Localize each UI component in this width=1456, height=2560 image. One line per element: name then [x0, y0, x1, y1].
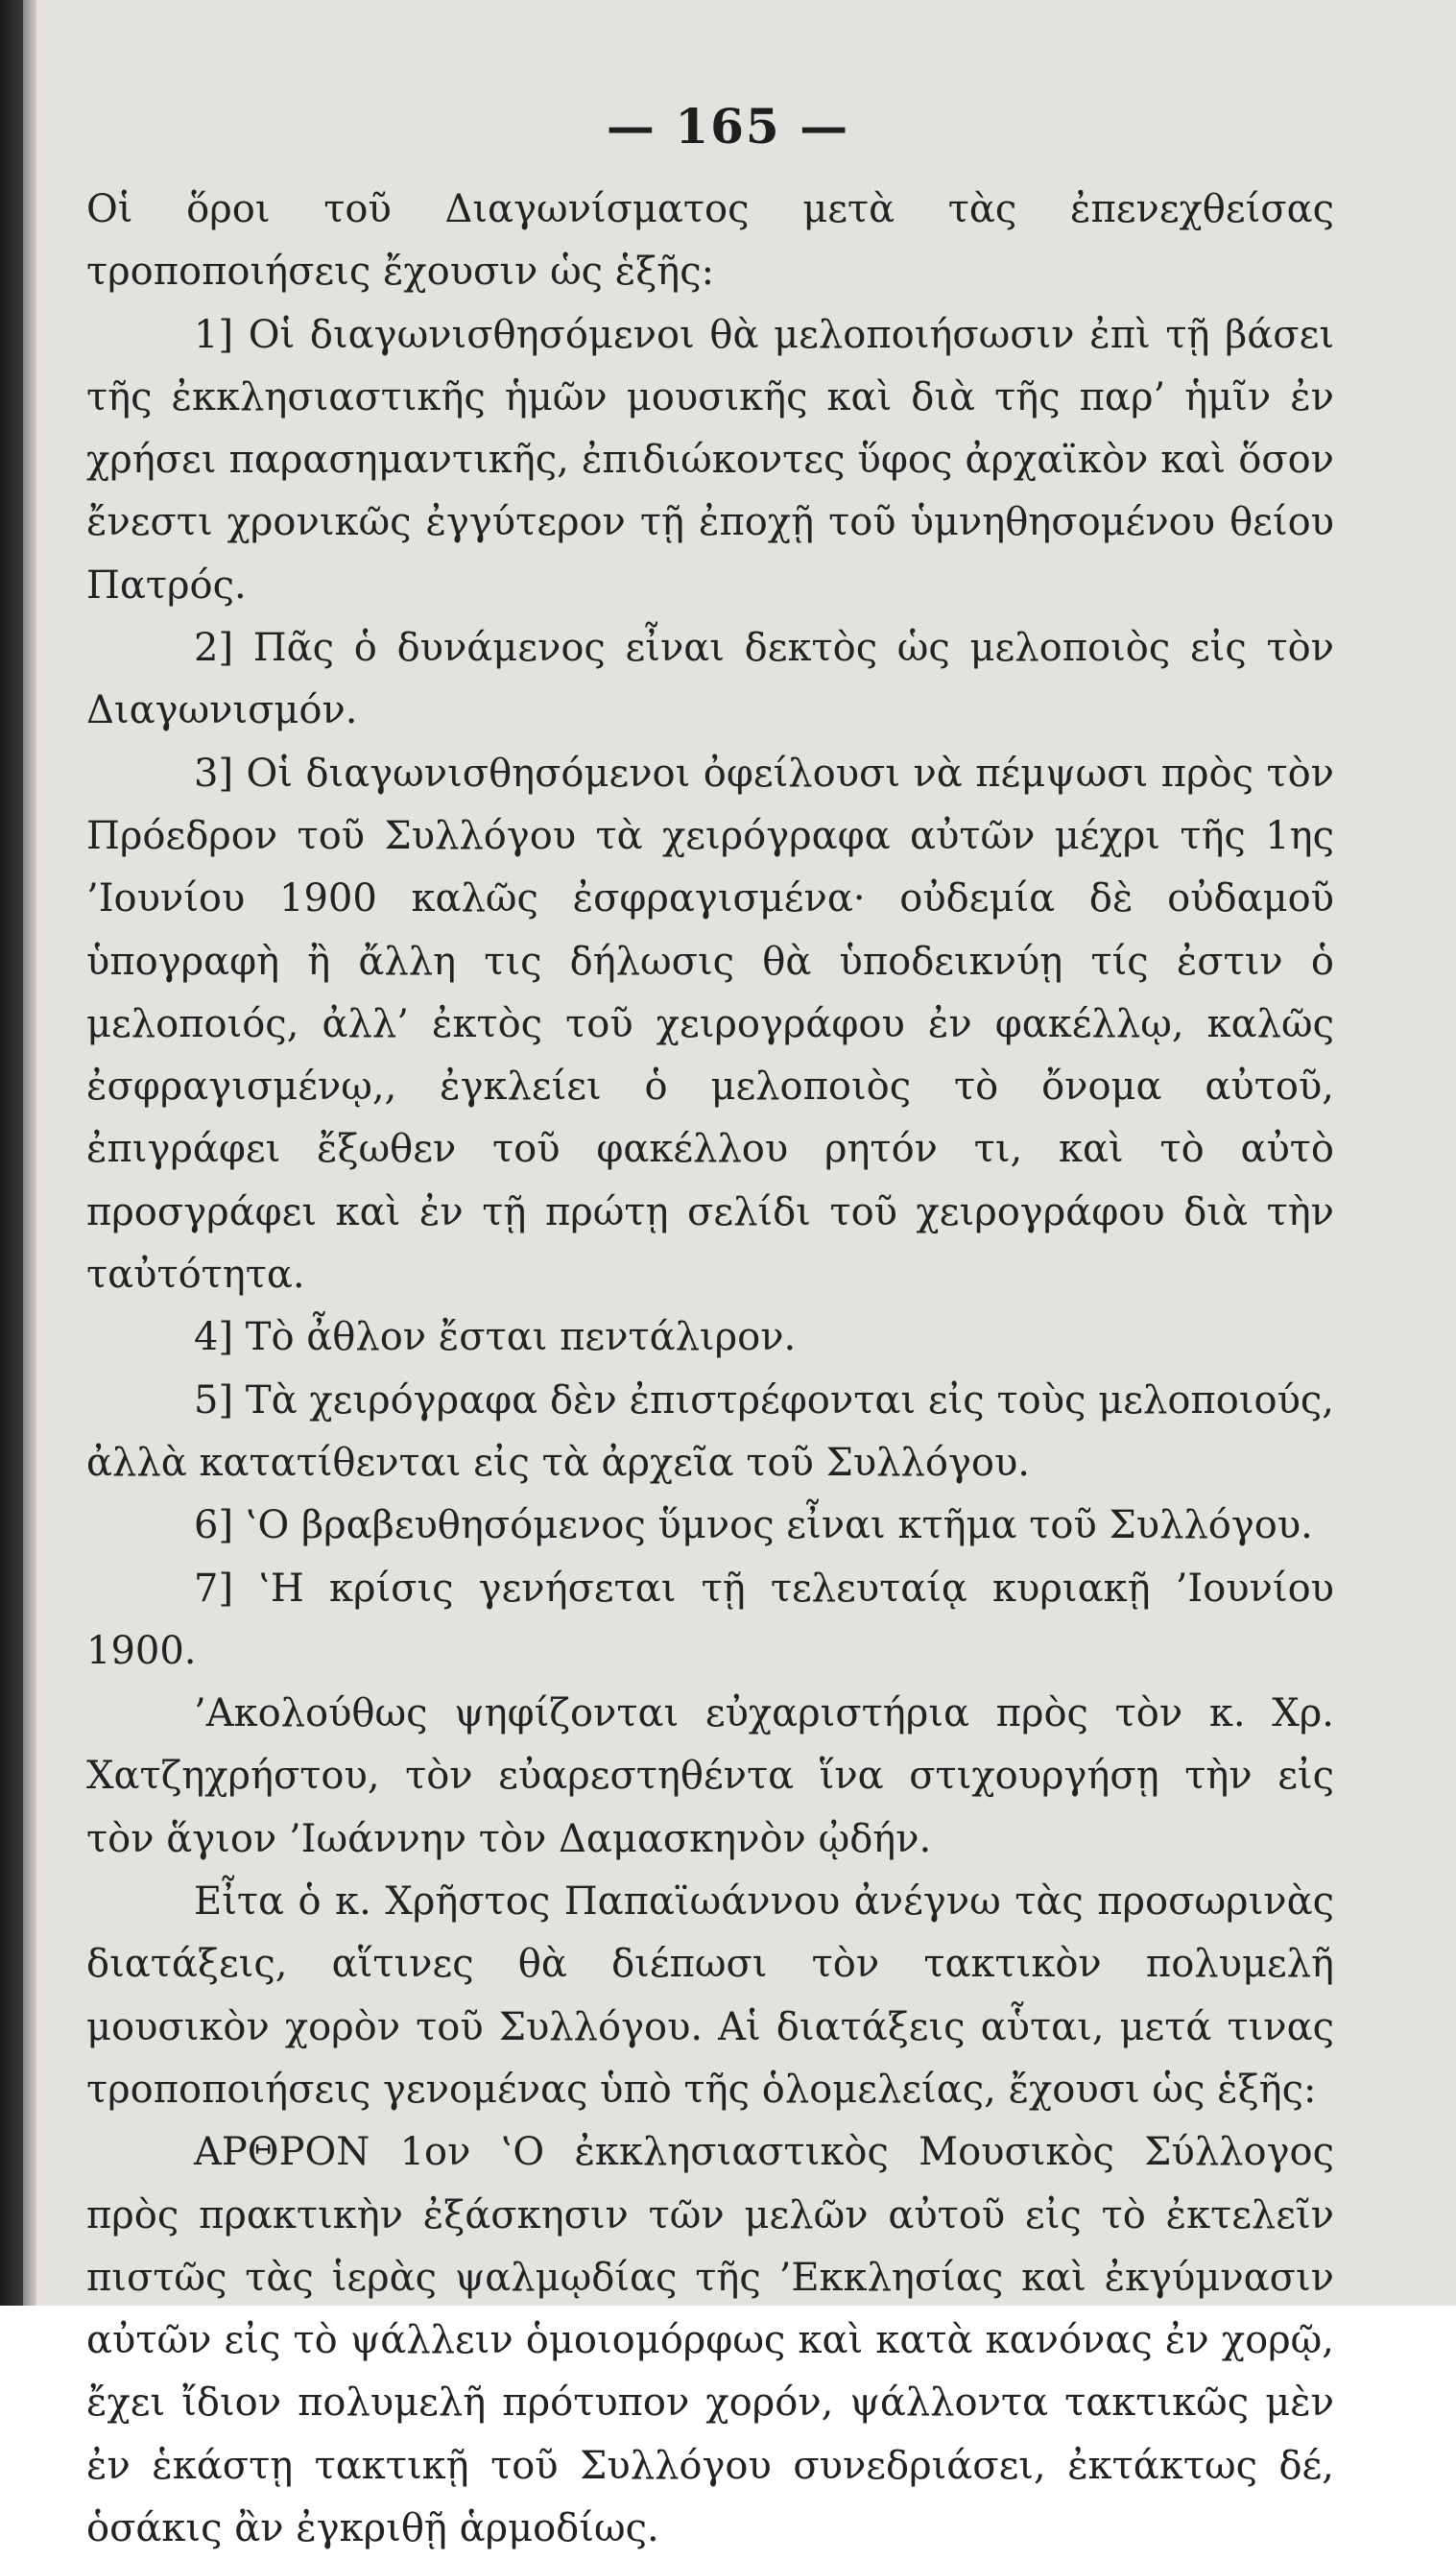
paragraph-thanks: ’Ακολούθως ψηφίζονται εὐχαριστήρια πρὸς τὸν κ. Χρ. Χατζηχρήστου, τὸν εὐαρεστηθέντα ἵνα στιχουργήσῃ τὴν εἰς τὸν ἅγιον ’Ιωάννην τὸν Δαμασκηνὸν ᾠδήν. — [86, 1691, 1334, 1861]
page-number: — 165 — — [606, 98, 850, 155]
paragraph-provisions: Εἶτα ὁ κ. Χρῆστος Παπαϊωάννου ἀνέγνω τὰς προσωρινὰς διατάξεις, αἵτινες θὰ διέπωσι τὸν τακτικὸν πολυμελῆ μουσικὸν χορὸν τοῦ Συλλόγου. Αἱ διατάξεις αὗται, μετά τινας τροποποιήσεις γενομένας ὑπὸ τῆς ὁλομελείας, ἔχουσι ὡς ἑξῆς: — [86, 1879, 1334, 2112]
paragraph-term-6: 6] ‛Ο βραβευθησόμενος ὕμνος εἶναι κτῆμα τοῦ Συλλόγου. — [194, 1503, 1313, 1548]
body-text — [86, 179, 1334, 2560]
book-spine-shadow — [0, 0, 23, 2306]
paragraph-term-5: 5] Τὰ χειρόγραφα δὲν ἐπιστρέφονται εἰς τοὺς μελοποιούς, ἀλλὰ κατατίθενται εἰς τὰ ἀρχεῖα τοῦ Συλλόγου. — [86, 1377, 1334, 1485]
paragraph-article-1: ΑΡΘΡΟΝ 1ον ‛Ο ἐκκλησιαστικὸς Μουσικὸς Σύλλογος πρὸς πρακτικὴν ἐξάσκησιν τῶν μελῶν αὐτοῦ εἰς τὸ ἐκτελεῖν πιστῶς τὰς ἱερὰς ψαλμῳδίας τῆς ’Εκκλησίας καὶ ἐκγύμνασιν αὐτῶν εἰς τὸ ψάλλειν ὁμοιομόρφως καὶ κατὰ κανόνας ἐν χορῷ, ἔχει ἴδιον πολυμελῆ πρότυπον χορόν, ψάλλοντα τακτικῶς μὲν ἐν ἑκάστῃ τακτικῇ τοῦ Συλλόγου συνεδριάσει, ἐκτάκτως δέ, ὁσάκις ἂν ἐγκριθῇ ἁρμοδίως. — [86, 2130, 1334, 2550]
paragraph-term-3: 3] Οἱ διαγωνισθησόμενοι ὀφείλουσι νὰ πέμψωσι πρὸς τὸν Πρόεδρον τοῦ Συλλόγου τὰ χειρόγραφα αὐτῶν μέχρι τῆς 1ης ’Ιουνίου 1900 καλῶς ἐσφραγισμένα· οὐδεμία δὲ οὐδαμοῦ ὑπογραφὴ ἢ ἄλλη τις δήλωσις θὰ ὑποδεικνύῃ τίς ἐστιν ὁ μελοποιός, ἀλλ’ ἐκτὸς τοῦ χειρογράφου ἐν φακέλλῳ, καλῶς ἐσφραγισμένῳ,, ἐγκλείει ὁ μελοποιὸς τὸ ὄνομα αὐτοῦ, ἐπιγράφει ἔξωθεν τοῦ φακέλλου ρητόν τι, καὶ τὸ αὐτὸ προσγράφει καὶ ἐν τῇ πρώτῃ σελίδι τοῦ χειρογράφου διὰ τὴν ταὐτότητα. — [86, 751, 1334, 1298]
book-spine-edge — [23, 0, 36, 2306]
paragraph-term-7: 7] ‛Η κρίσις γενήσεται τῇ τελευταίᾳ κυριακῇ ’Ιουνίου 1900. — [86, 1566, 1334, 1673]
paragraph-term-1: 1] Οἱ διαγωνισθησόμενοι θὰ μελοποιήσωσιν ἐπὶ τῇ βάσει τῆς ἐκκλησιαστικῆς ἡμῶν μουσικῆς καὶ διὰ τῆς παρ’ ἡμῖν ἐν χρήσει παρασημαντικῆς, ἐπιδιώκοντες ὕφος ἀρχαϊκὸν καὶ ὅσον ἔνεστι χρονικῶς ἐγγύτερον τῇ ἐποχῇ τοῦ ὑμνηθησομένου θείου Πατρός. — [86, 312, 1334, 608]
paragraph-term-4: 4] Τὸ ἆθλον ἔσται πεντάλιρον. — [194, 1315, 797, 1360]
paragraph-intro: Οἱ ὅροι τοῦ Διαγωνίσματος μετὰ τὰς ἐπενεχθείσας τροποποιήσεις ἔχουσιν ὡς ἑξῆς: — [86, 187, 1334, 295]
paragraph-term-2: 2] Πᾶς ὁ δυνάμενος εἶναι δεκτὸς ὡς μελοποιὸς εἰς τὸν Διαγωνισμόν. — [86, 626, 1334, 733]
